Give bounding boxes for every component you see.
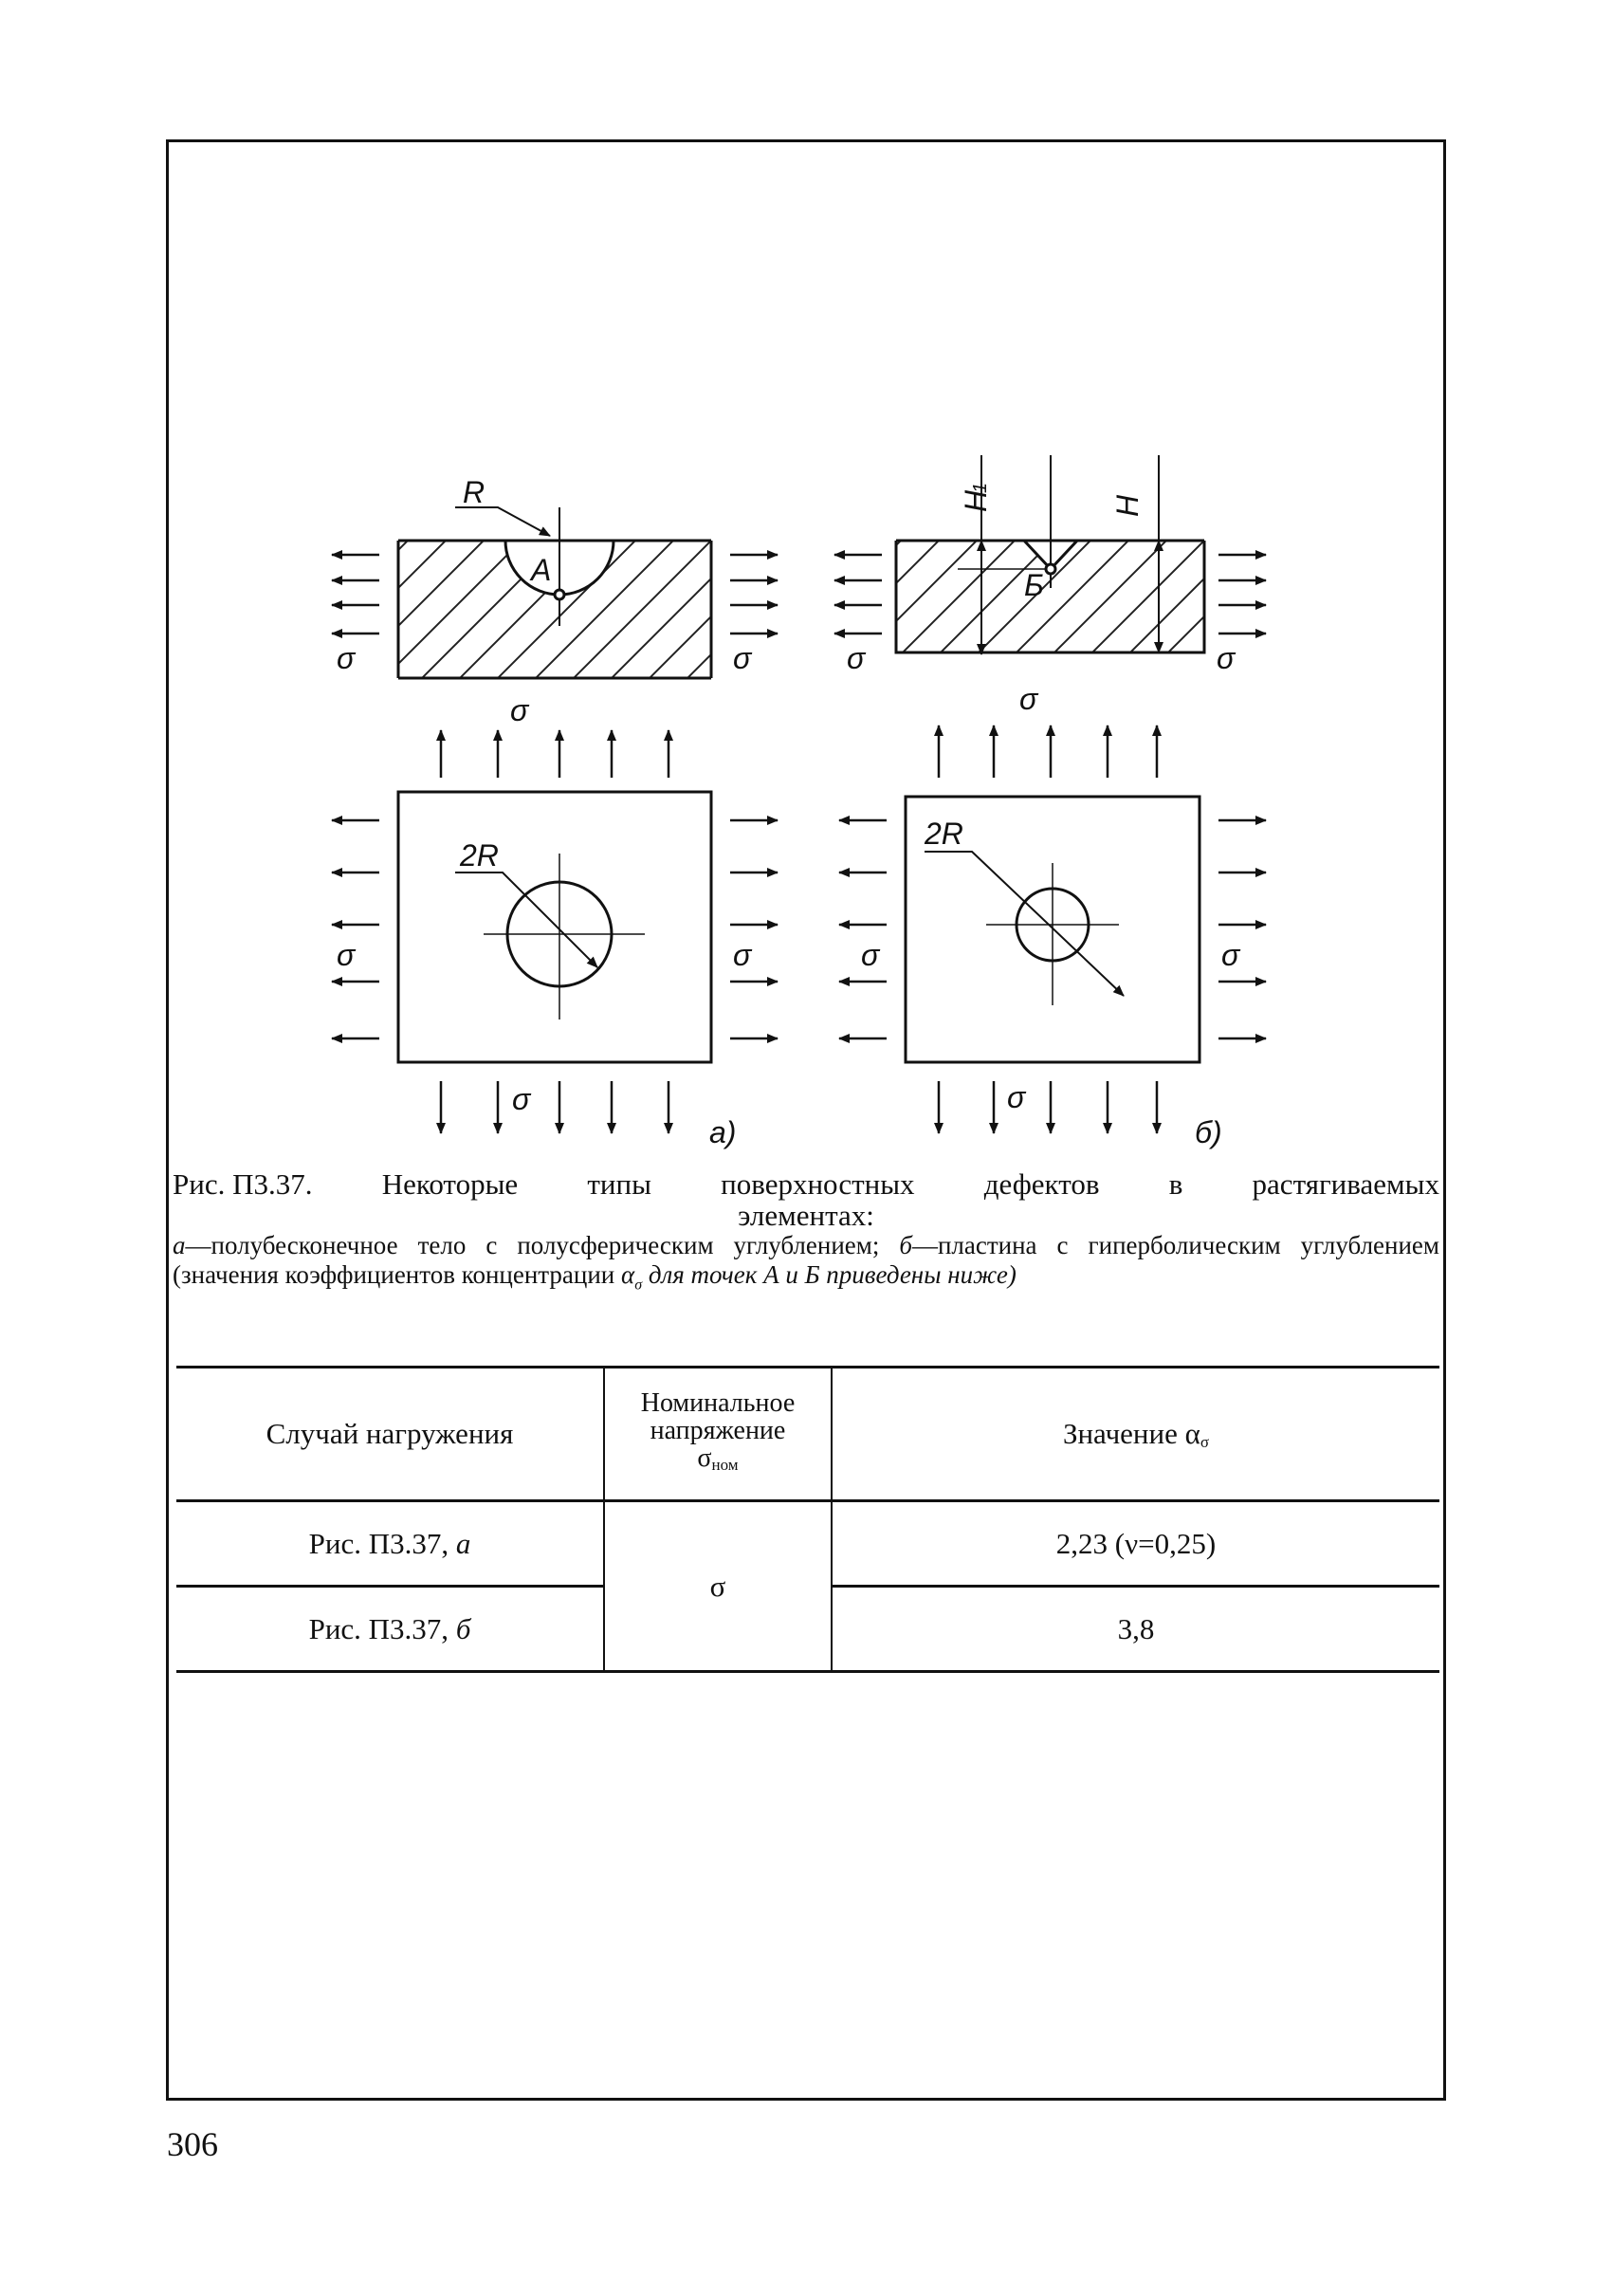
caption-word: в — [1168, 1167, 1183, 1201]
label-part-a: а) — [709, 1115, 737, 1149]
caption-word: Рис. П3.37. — [173, 1167, 313, 1201]
label-B: Б — [1024, 568, 1044, 602]
value-cell: 3,8 — [832, 1587, 1439, 1672]
header-value: Значение $\alpha_\sigma$ — [832, 1368, 1439, 1501]
label-R: R — [463, 475, 485, 509]
label-sigma-a2-left: σ — [337, 938, 356, 972]
value-cell: 2,23 (ν=0,25) — [832, 1501, 1439, 1587]
caption-description: а—полубесконечное тело с полусферическим углублением; б—пластина с гиперболическим углублением (значения коэффициентов концентрации $\alpha_\sigma$ для точек А и Б приведены ниже) — [173, 1231, 1439, 1294]
label-sigma-b-left: σ — [847, 641, 866, 675]
label-A: A — [531, 553, 552, 587]
label-part-b: б) — [1195, 1115, 1222, 1149]
label-sigma-a2-right: σ — [733, 938, 752, 972]
label-sigma-a2-bottom: σ — [512, 1082, 531, 1116]
concentration-table — [176, 1366, 1439, 1673]
label-2R-a: 2R — [460, 838, 499, 872]
label-sigma-a-mid: σ — [510, 693, 529, 727]
label-H1: H — [959, 489, 993, 512]
label-H: H — [1110, 494, 1145, 517]
caption-word: дефектов — [983, 1167, 1100, 1201]
label-sigma-b2-right: σ — [1221, 938, 1240, 972]
label-sigma-b-right: σ — [1217, 641, 1236, 675]
caption-word: поверхностных — [721, 1167, 915, 1201]
page-number: 306 — [167, 2125, 218, 2163]
label-sigma-b2-left: σ — [861, 938, 880, 972]
label-sigma-b-mid: σ — [1019, 682, 1038, 716]
caption-word: Некоторые — [381, 1167, 519, 1201]
label-sigma-a-left: σ — [337, 641, 356, 675]
case-cell: Рис. П3.37, а — [176, 1501, 604, 1587]
header-case: Случай нагружения — [176, 1368, 604, 1501]
label-2R-b: 2R — [925, 817, 963, 851]
label-sigma-a-right: σ — [733, 641, 752, 675]
label-H1-sub: 1 — [970, 482, 991, 493]
table-row — [176, 1501, 1439, 1587]
case-cell: Рис. П3.37, б — [176, 1587, 604, 1672]
header-nominal: Номинальное напряжение $\sigma_{ном}$ — [604, 1368, 832, 1501]
caption-word: растягиваемых — [1252, 1167, 1439, 1201]
caption-title — [173, 1168, 1439, 1201]
caption-word: типы — [587, 1167, 651, 1201]
label-sigma-b2-bottom: σ — [1007, 1080, 1026, 1114]
nominal-cell: σ — [604, 1501, 832, 1672]
figure-caption — [173, 1168, 1439, 1299]
caption-title-line2: элементах: — [738, 1199, 874, 1232]
